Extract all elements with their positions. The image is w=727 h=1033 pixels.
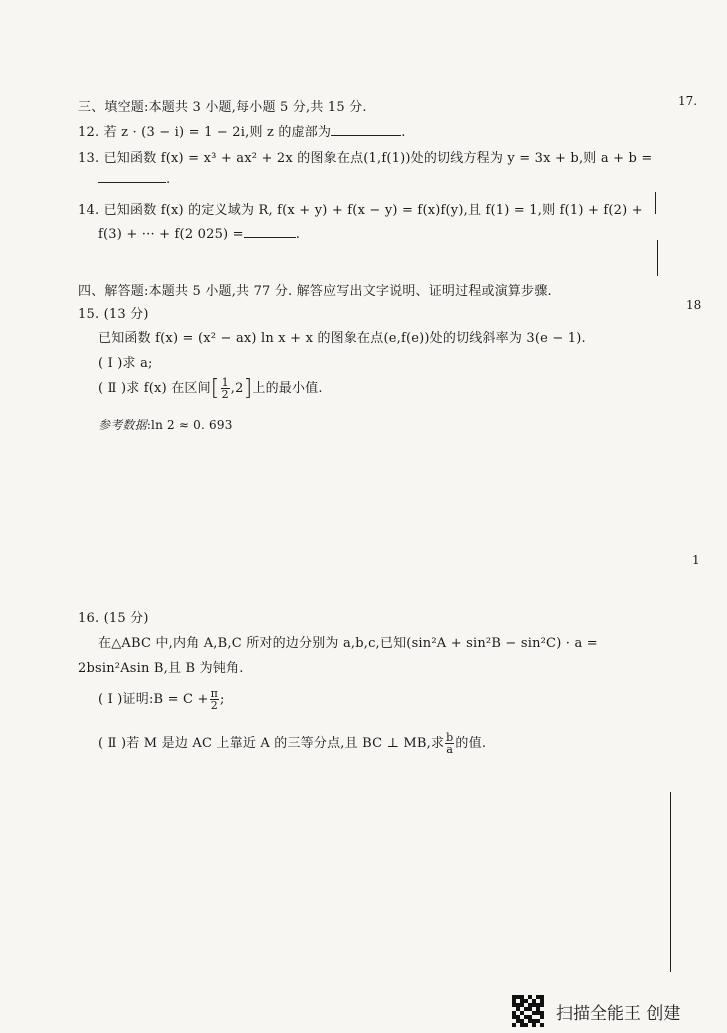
left-bracket: [ — [210, 376, 220, 401]
qr-code-icon — [512, 995, 544, 1027]
part-text: ; — [220, 692, 225, 707]
question-15-part2 — [98, 376, 323, 401]
section-heading-solutions: 四、解答题:本题共 5 小题,共 77 分. 解答应写出文字说明、证明过程或演算步骤. — [78, 284, 552, 299]
reference-data — [98, 416, 233, 433]
fraction — [210, 688, 219, 711]
question-16-part1 — [98, 688, 225, 711]
part-text: ( Ⅱ )求 f(x) 在区间 — [98, 381, 211, 396]
margin-rule — [657, 240, 658, 276]
interval-end: ,2 — [230, 381, 244, 396]
fraction-numerator: 1 — [221, 376, 229, 389]
fraction-denominator: 2 — [210, 699, 218, 712]
question-end: . — [166, 172, 171, 187]
part-text: 的值. — [455, 736, 487, 751]
answer-blank — [244, 237, 296, 238]
margin-number-18: 18 — [686, 298, 702, 312]
question-14-line1: 14. 已知函数 f(x) 的定义域为 R, f(x + y) + f(x − y) = f(x)f(y),且 f(1) = 1,则 f(1) + f(2) + — [78, 203, 643, 218]
question-15-part1: ( Ⅰ )求 a; — [98, 356, 153, 371]
question-13-answer — [98, 172, 170, 187]
question-16-number: 16. (15 分) — [78, 611, 149, 626]
question-16-stem-line1: 在△ABC 中,内角 A,B,C 所对的边分别为 a,b,c,已知(sin²A + sin²B − sin²C) · a = — [98, 636, 598, 651]
margin-number-17: 17. — [678, 94, 698, 108]
fraction-numerator: π — [210, 687, 219, 700]
answer-blank — [331, 135, 401, 136]
margin-rule — [655, 192, 656, 214]
fraction — [445, 732, 454, 755]
question-15-stem: 已知函数 f(x) = (x² − ax) ln x + x 的图象在点(e,f(e))处的切线斜率为 3(e − 1). — [98, 331, 586, 346]
question-12 — [78, 121, 406, 140]
reference-value: :ln 2 ≈ 0. 693 — [146, 418, 233, 432]
question-16-stem-line2: 2bsin²Asin B,且 B 为钝角. — [78, 661, 244, 676]
right-bracket: ] — [243, 376, 253, 401]
question-end: . — [295, 227, 301, 242]
fraction-numerator: b — [446, 731, 454, 744]
fraction — [221, 377, 230, 400]
part-text: ( Ⅱ )若 M 是边 AC 上靠近 A 的三等分点,且 BC ⊥ MB,求 — [98, 736, 445, 751]
question-13: 13. 已知函数 f(x) = x³ + ax² + 2x 的图象在点(1,f(1))处的切线方程为 y = 3x + b,则 a + b = — [78, 151, 653, 166]
reference-label: 参考数据 — [98, 418, 147, 432]
question-text: f(3) + ··· + f(2 025) = — [98, 227, 244, 242]
question-end: . — [401, 125, 406, 140]
part-text: ( Ⅰ )证明:B = C + — [98, 692, 209, 707]
question-16-part2 — [98, 732, 486, 755]
watermark-text: 扫描全能王 创建 — [556, 1003, 681, 1024]
fraction-denominator: a — [446, 743, 454, 756]
answer-blank — [98, 182, 166, 183]
fraction-denominator: 2 — [221, 388, 229, 401]
section-heading-fill-in: 三、填空题:本题共 3 小题,每小题 5 分,共 15 分. — [78, 100, 367, 115]
scanner-watermark — [512, 995, 680, 1027]
margin-number-1: 1 — [692, 553, 700, 567]
margin-rule — [670, 792, 671, 972]
question-15-number: 15. (13 分) — [78, 307, 149, 322]
part-text: 上的最小值. — [252, 381, 323, 396]
question-14-line2 — [98, 227, 300, 242]
question-text: 12. 若 z · (3 − i) = 1 − 2i,则 z 的虚部为 — [78, 125, 332, 140]
